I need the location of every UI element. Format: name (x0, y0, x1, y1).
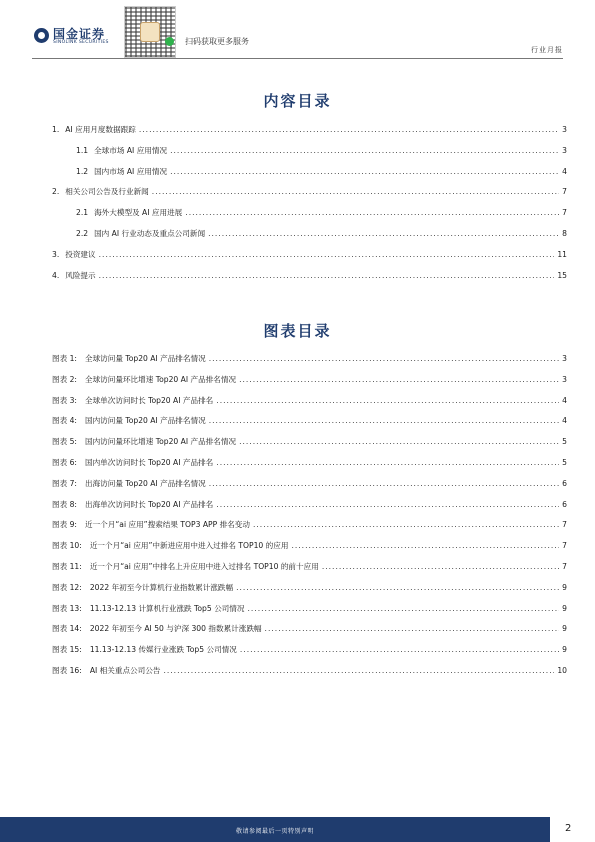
toc-entry-number: 2.1 (76, 208, 89, 218)
dot-leader (170, 146, 559, 155)
dot-leader (239, 437, 559, 446)
toc-entry-page: 8 (562, 228, 567, 238)
dot-leader (240, 645, 559, 654)
dot-leader (216, 396, 559, 405)
dot-leader (291, 541, 559, 550)
toc-entry-page: 4 (562, 166, 567, 176)
figure-entry[interactable] (52, 415, 567, 436)
dot-leader (322, 562, 559, 571)
figure-entry-number: 图表 3: (52, 395, 77, 405)
toc-entry[interactable] (52, 207, 567, 228)
figure-entry-page: 9 (562, 624, 567, 634)
figure-entry-number: 图表 7: (52, 478, 77, 488)
dot-leader (253, 520, 559, 529)
figure-entry-label: 出海单次访问时长 Top20 AI 产品排名 (85, 499, 214, 509)
toc-entry[interactable] (52, 166, 567, 187)
dot-leader (236, 583, 559, 592)
figures-title: 图表目录 (263, 322, 332, 340)
toc-entry-page: 15 (557, 270, 567, 280)
toc-entry-label: 相关公司公告及行业新闻 (65, 187, 149, 197)
figure-entry-page: 9 (562, 645, 567, 655)
dot-leader (152, 187, 559, 196)
dot-leader (265, 624, 560, 633)
toc-entry-page: 3 (562, 125, 567, 134)
figure-entry-label: 近一个月“ai 应用”中排名上升应用中进入过排名 TOP10 的前十应用 (89, 561, 319, 571)
page-number: 2 (565, 823, 572, 834)
figure-entry-page: 3 (562, 374, 567, 384)
toc-entry-label: 国内市场 AI 应用情况 (94, 166, 168, 176)
figure-entry-label: 国内访问量 Top20 AI 产品排名情况 (85, 416, 206, 426)
dot-leader (163, 666, 554, 675)
dot-leader (99, 250, 555, 259)
toc-entry-number: 2. (52, 187, 60, 197)
figure-entry-number: 图表 14: (52, 624, 82, 634)
toc-entry-number: 4. (52, 270, 60, 280)
figure-entry[interactable] (52, 644, 567, 665)
figure-entry[interactable] (52, 457, 567, 478)
figure-entry-label: 全球单次访问时长 Top20 AI 产品排名 (85, 395, 214, 405)
toc-entry[interactable] (52, 145, 567, 166)
figure-entry-number: 图表 9: (52, 520, 77, 530)
figure-entry[interactable] (52, 540, 567, 561)
toc-entry-label: 风险提示 (65, 270, 96, 280)
toc-entry-page: 7 (562, 187, 567, 197)
figure-entry[interactable] (52, 436, 567, 457)
figure-entry-label: 国内单次访问时长 Top20 AI 产品排名 (85, 457, 214, 467)
figure-entry-page: 4 (562, 395, 567, 405)
figure-entry[interactable] (52, 478, 567, 499)
toc-entry-page: 3 (562, 145, 567, 155)
figure-entry-page: 5 (562, 437, 567, 447)
figure-entry[interactable] (52, 499, 567, 520)
toc-entry-label: 投资建议 (65, 249, 96, 259)
toc-entry-number: 3. (52, 249, 60, 259)
dot-leader (185, 208, 559, 217)
toc-entry-number: 1.2 (76, 166, 89, 176)
dot-leader (216, 458, 559, 467)
report-type: 行业月报 (531, 46, 563, 54)
dot-leader (208, 229, 559, 238)
dot-leader (209, 416, 559, 425)
figure-entry-page: 6 (562, 478, 567, 488)
footer-disclaimer: 敬请参阅最后一页特别声明 (235, 828, 314, 835)
dot-leader (139, 125, 559, 134)
dot-leader (99, 271, 555, 280)
brand-name-cn: 国金证券 (53, 27, 106, 41)
figure-entry[interactable] (52, 582, 567, 603)
figure-entry[interactable] (52, 623, 567, 644)
figure-entry-label: 2022 年初至今计算机行业指数累计涨跌幅 (89, 582, 234, 592)
figure-entry[interactable] (52, 395, 567, 416)
qr-center-logo-icon (140, 22, 160, 42)
dot-leader (247, 604, 559, 613)
table-of-contents (52, 124, 567, 290)
figure-entry-label: AI 相关重点公司公告 (89, 665, 161, 675)
dot-leader (216, 500, 559, 509)
figure-entry-label: 全球访问量 Top20 AI 产品排名情况 (85, 354, 206, 363)
toc-entry-label: 国内 AI 行业动态及重点公司新闻 (94, 228, 206, 238)
figure-entry-label: 近一个月“ai 应用”中新进应用中进入过排名 TOP10 的应用 (89, 541, 289, 551)
figure-entry-label: 出海访问量 Top20 AI 产品排名情况 (85, 478, 206, 488)
toc-entry-number: 1. (52, 125, 60, 134)
figure-entry-label: 全球访问量环比增速 Top20 AI 产品排名情况 (85, 374, 237, 384)
toc-entry[interactable] (52, 270, 567, 291)
figure-entry-number: 图表 8: (52, 499, 77, 509)
figure-entry-number: 图表 5: (52, 437, 77, 447)
list-of-figures (52, 353, 567, 686)
figure-entry-number: 图表 1: (52, 354, 77, 363)
figure-entry-number: 图表 4: (52, 416, 77, 426)
toc-entry-page: 11 (557, 249, 567, 259)
figure-entry-number: 图表 15: (52, 645, 82, 655)
figure-entry-page: 5 (562, 457, 567, 467)
scan-prompt: 扫码获取更多服务 (185, 37, 249, 46)
dot-leader (170, 167, 559, 176)
figure-entry-label: 国内访问量环比增速 Top20 AI 产品排名情况 (85, 437, 237, 447)
figure-entry-label: 11.13-12.13 传媒行业涨跌 Top5 公司情况 (89, 645, 237, 655)
dot-leader (239, 375, 559, 384)
header-divider (32, 58, 563, 59)
wechat-badge-icon (165, 37, 174, 46)
toc-entry-page: 7 (562, 208, 567, 218)
sinolink-logo-icon (34, 28, 49, 43)
figure-entry-page: 7 (562, 520, 567, 530)
figure-entry[interactable] (52, 374, 567, 395)
figure-entry-number: 图表 6: (52, 457, 77, 467)
dot-leader (209, 479, 559, 488)
toc-entry-label: 海外大模型及 AI 应用进展 (94, 208, 183, 218)
brand-name-en: SINOLINK SECURITIES (53, 40, 109, 45)
figure-entry-number: 图表 11: (52, 561, 82, 571)
page-header (0, 0, 595, 60)
toc-entry[interactable] (52, 124, 567, 145)
figure-entry-page: 9 (562, 582, 567, 592)
toc-entry[interactable] (52, 228, 567, 249)
figure-entry-label: 2022 年初至今 AI 50 与沪深 300 指数累计涨跌幅 (89, 624, 262, 634)
dot-leader (209, 354, 559, 363)
figure-entry[interactable] (52, 353, 567, 374)
figure-entry-number: 图表 12: (52, 582, 82, 592)
figure-entry-label: 11.13-12.13 计算机行业涨跌 Top5 公司情况 (89, 603, 245, 613)
figure-entry-page: 4 (562, 416, 567, 426)
toc-entry-number: 2.2 (76, 228, 89, 238)
toc-entry[interactable] (52, 249, 567, 270)
figure-entry-page: 7 (562, 541, 567, 551)
figure-entry-page: 9 (562, 603, 567, 613)
toc-entry-label: AI 应用月度数据跟踪 (65, 125, 136, 134)
toc-entry-label: 全球市场 AI 应用情况 (94, 145, 168, 155)
figure-entry-page: 10 (557, 665, 567, 675)
figure-entry[interactable] (52, 603, 567, 624)
figure-entry-number: 图表 16: (52, 665, 82, 675)
figure-entry-number: 图表 13: (52, 603, 82, 613)
toc-entry[interactable] (52, 186, 567, 207)
figure-entry[interactable] (52, 561, 567, 582)
figure-entry[interactable] (52, 665, 567, 686)
figure-entry-number: 图表 2: (52, 374, 77, 384)
figure-entry-page: 3 (562, 354, 567, 363)
contents-title: 内容目录 (263, 92, 332, 110)
figure-entry-number: 图表 10: (52, 541, 82, 551)
toc-entry-number: 1.1 (76, 145, 89, 155)
figure-entry-page: 6 (562, 499, 567, 509)
figure-entry-page: 7 (562, 561, 567, 571)
figure-entry-label: 近一个月“ai 应用”搜索结果 TOP3 APP 排名变动 (85, 520, 250, 530)
figure-entry[interactable] (52, 519, 567, 540)
